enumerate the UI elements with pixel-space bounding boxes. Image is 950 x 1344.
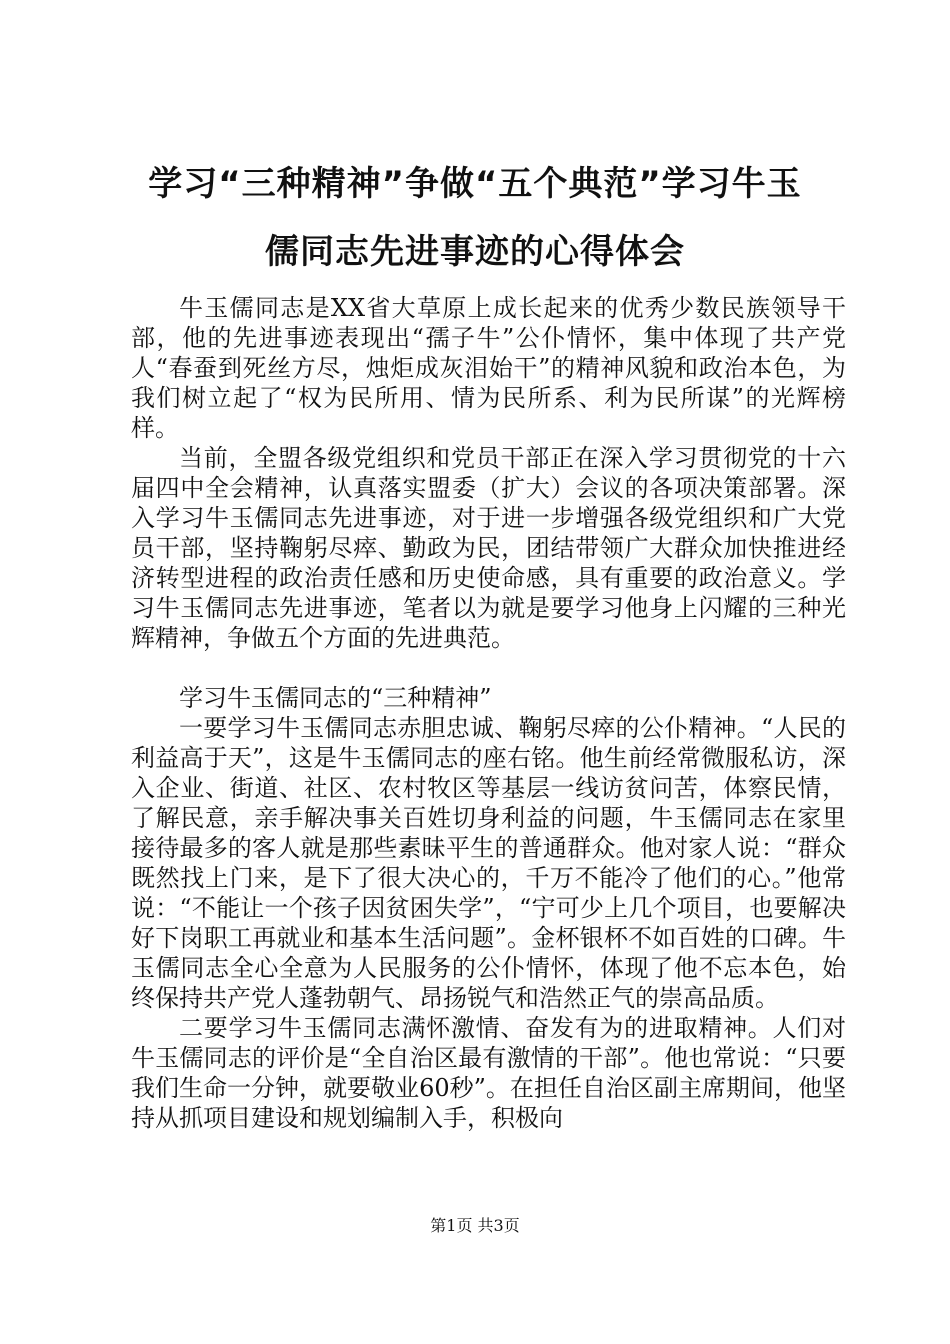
paragraph-spirit-one: 一要学习牛玉儒同志赤胆忠诚、鞠躬尽瘁的公仆精神。“人民的利益高于天”，这是牛玉儒同志的座右铭。他生前经常微服私访，深入企业、街道、社区、农村牧区等基层一线访贫问苦，体察民情，了解民意，亲手解决事关百姓切身利益的问题，牛玉儒同志在家里接待最多的客人就是那些素昧平生的普通群众。他对家人说：“群众既然找上门来，是下了很大决心的，千万不能冷了他们的心。”他常说：“不能让一个孩子因贫困失学”，“宁可少上几个项目，也要解决好下岗职工再就业和基本生活问题”。金杯银杯不如百姓的口碑。牛玉儒同志全心全意为人民服务的公仆情怀，体现了他不忘本色，始终保持共产党人蓬勃朝气、昂扬锐气和浩然正气的崇高品质。 — [131, 714, 846, 1012]
paragraph-intro: 牛玉儒同志是XX省大草原上成长起来的优秀少数民族领导干部，他的先进事迹表现出“孺子牛”公仆情怀，集中体现了共产党人“春蚕到死丝方尽，烛炬成灰泪始干”的精神风貌和政治本色，为我们树立起了“权为民所用、情为民所系、利为民所谋”的光辉榜样。 — [131, 294, 846, 442]
paragraph-spirit-two: 二要学习牛玉儒同志满怀激情、奋发有为的进取精神。人们对牛玉儒同志的评价是“全自治区最有激情的干部”。他也常说：“只要我们生命一分钟，就要敬业60秒”。在担任自治区副主席期间，他坚持从抓项目建设和规划编制入手，积极向 — [131, 1014, 846, 1132]
paragraph-context: 当前，全盟各级党组织和党员干部正在深入学习贯彻党的十六届四中全会精神，认真落实盟委（扩大）会议的各项决策部署。深入学习牛玉儒同志先进事迹，对于进一步增强各级党组织和广大党员干部，坚持鞠躬尽瘁、勤政为民，团结带领广大群众加快推进经济转型进程的政治责任感和历史使命感，具有重要的政治意义。学习牛玉儒同志先进事迹，笔者以为就是要学习他身上闪耀的三种光辉精神，争做五个方面的先进典范。 — [131, 444, 846, 652]
document-body — [131, 293, 846, 1133]
document-title — [110, 150, 840, 286]
title-line-1: 学习“三种精神”争做“五个典范”学习牛玉 — [148, 164, 802, 204]
section-heading: 学习牛玉儒同志的“三种精神” — [179, 684, 492, 712]
page-footer: 第1页 共3页 — [430, 1216, 520, 1235]
title-line-2: 儒同志先进事迹的心得体会 — [265, 232, 685, 272]
